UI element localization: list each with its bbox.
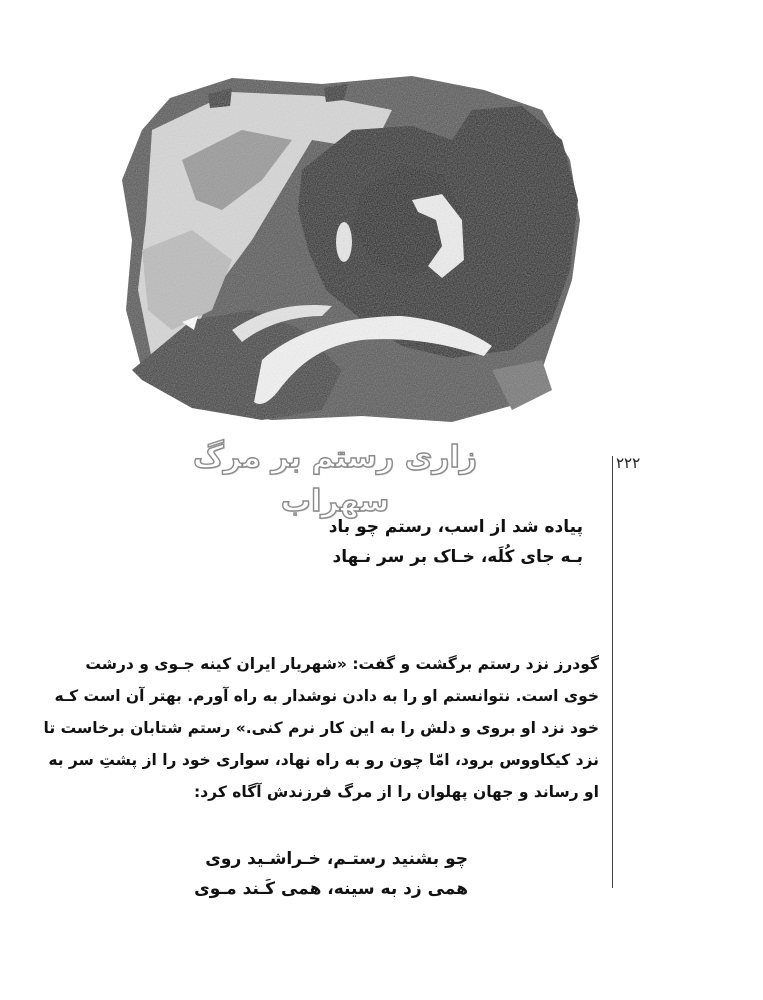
prose-line: گودرز نزد رستم برگشت و گفت: «شهریار ایران کینه جـوی و درشت	[85, 655, 599, 673]
mourning-illustration	[112, 70, 582, 430]
prose-line: نزد کیکاووس برود، امّا چون رو به راه نهاد، سواری خود را از پشتِ سر به	[48, 751, 599, 769]
verse-couplet-1	[283, 512, 583, 572]
verse-line: چو بشنید رستـم، خـراشـید روی	[205, 849, 468, 869]
prose-line: او رساند و جهان پهلوان را از مرگ فرزندش آگاه کرد:	[194, 783, 599, 801]
margin-rule	[612, 456, 613, 888]
prose-line: خود نزد او بروی و دلش را به این کار نرم کنی.» رستم شتابان برخاست تا	[43, 719, 599, 737]
page-title: زاری رستم بر مرگ سهراب	[192, 440, 478, 519]
verse-line: بـه جای کُلَه، خـاک بر سر نـهاد	[332, 547, 583, 567]
prose-paragraph	[43, 648, 599, 808]
page-number: ۲۲۲	[616, 454, 641, 472]
prose-line: خوی است. نتوانستم او را به دادن نوشدار به راه آورم. بهتر آن است کـه	[54, 687, 599, 705]
verse-couplet-2	[168, 844, 468, 904]
verse-line: پیاده شد از اسب، رستم چو باد	[328, 517, 583, 537]
verse-line: همی زد به سینه، همی کَـند مـوی	[194, 879, 468, 899]
ink-wash-image	[112, 70, 582, 430]
